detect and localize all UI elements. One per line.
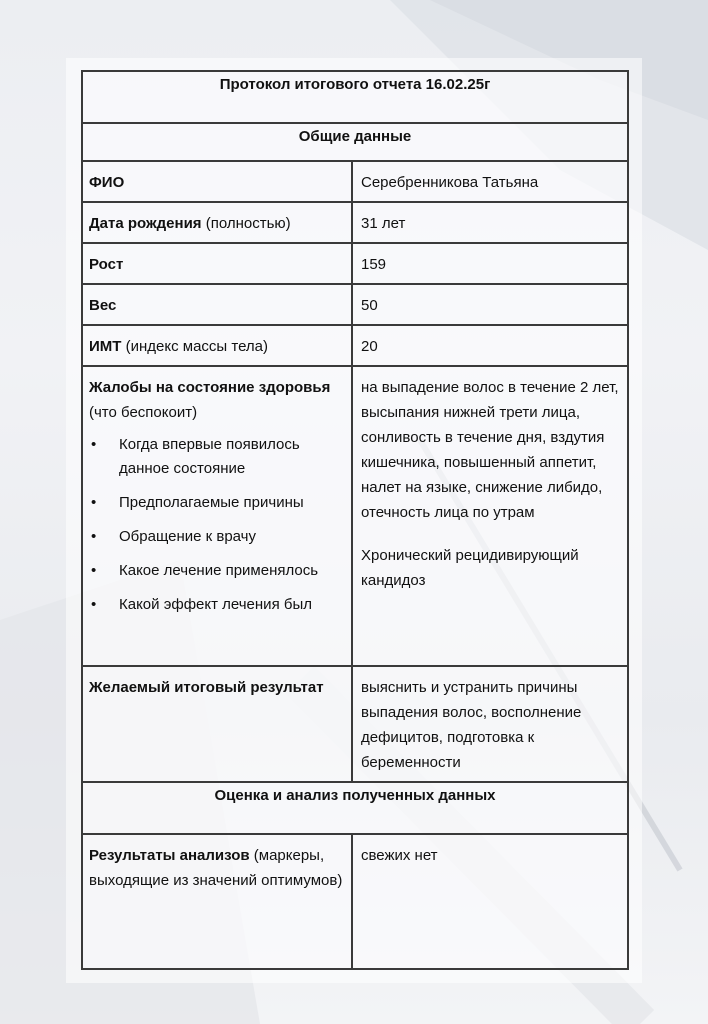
- list-item: • Какое лечение применялось: [89, 559, 345, 583]
- dob-label: Дата рождения: [89, 215, 202, 232]
- desired-value: выяснить и устранить причины выпадения волос, восполнение дефицитов, подготовка к беременности: [352, 666, 628, 782]
- table-row-height: [82, 243, 628, 284]
- general-data-header: Общие данные: [82, 123, 628, 161]
- table-row-fio: [82, 161, 628, 202]
- complaints-label-note: (что беспокоит): [89, 404, 198, 421]
- list-item: • Когда впервые появилось данное состояние: [89, 433, 345, 481]
- complaints-value: на выпадение волос в течение 2 лет, высыпания нижней трети лица, сонливость в течение дня, вздутия кишечника, повышенный аппетит, налет на языке, снижение либидо, отечность лица по утрам: [361, 379, 619, 521]
- page-title: Протокол итогового отчета 16.02.25г: [82, 71, 628, 123]
- results-value: свежих нет: [352, 834, 628, 969]
- results-label-note: (маркеры, выходящие из значений оптимумов): [89, 847, 343, 889]
- table-row-dob: [82, 202, 628, 243]
- dob-label-note: (полностью): [201, 215, 291, 232]
- complaints-label: Жалобы на состояние здоровья: [89, 379, 331, 396]
- analysis-header: Оценка и анализ полученных данных: [82, 782, 628, 834]
- results-label: Результаты анализов: [89, 847, 250, 864]
- table-row-weight: [82, 284, 628, 325]
- table-row-complaints: [82, 366, 628, 666]
- complaints-questions-list: [89, 433, 345, 617]
- weight-value: 50: [352, 284, 628, 325]
- desired-label: Желаемый итоговый результат: [82, 666, 352, 782]
- bmi-label: ИМТ: [89, 338, 122, 355]
- complaints-diagnosis: Хронический рецидивирующий кандидоз: [361, 547, 579, 589]
- weight-label: Вес: [82, 284, 352, 325]
- bmi-value: 20: [352, 325, 628, 366]
- height-value: 159: [352, 243, 628, 284]
- bmi-label-cell: [82, 325, 352, 366]
- list-item: • Предполагаемые причины: [89, 491, 345, 515]
- fio-value: Серебренникова Татьяна: [352, 161, 628, 202]
- list-item: • Какой эффект лечения был: [89, 593, 345, 617]
- dob-value: 31 лет: [352, 202, 628, 243]
- title-row: [82, 71, 628, 123]
- table-row-desired: [82, 666, 628, 782]
- results-label-cell: [82, 834, 352, 969]
- analysis-header-row: [82, 782, 628, 834]
- bmi-label-note: (индекс массы тела): [121, 338, 269, 355]
- fio-label: ФИО: [82, 161, 352, 202]
- table-row-bmi: [82, 325, 628, 366]
- dob-label-cell: [82, 202, 352, 243]
- protocol-table: [81, 70, 629, 970]
- height-label: Рост: [82, 243, 352, 284]
- complaints-label-cell: [82, 366, 352, 666]
- list-item: • Обращение к врачу: [89, 525, 345, 549]
- complaints-value-cell: [352, 366, 628, 666]
- table-row-results: [82, 834, 628, 969]
- general-header-row: [82, 123, 628, 161]
